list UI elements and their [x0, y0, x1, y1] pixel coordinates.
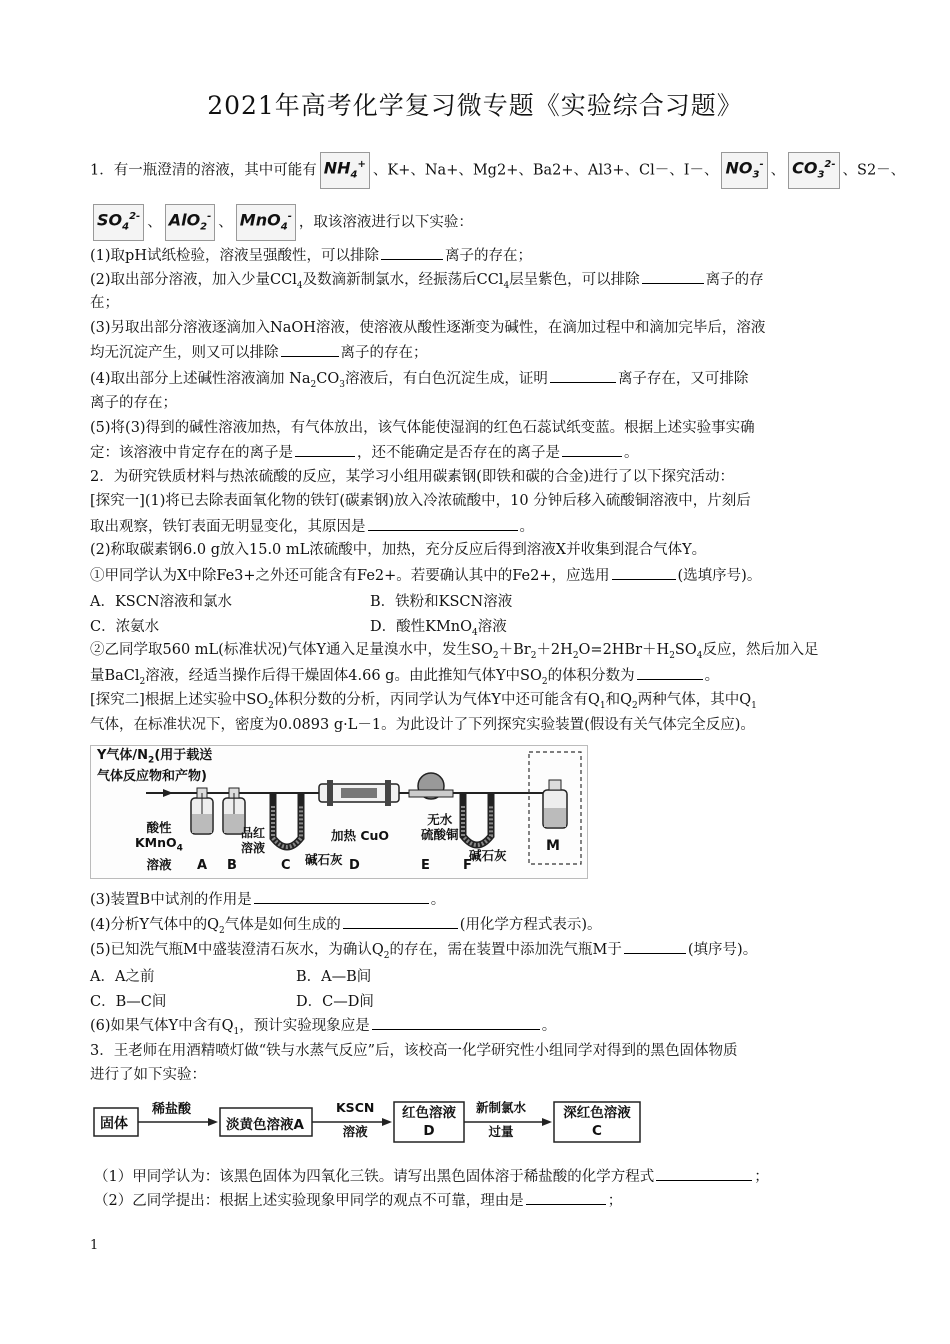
- q1-stem-line1: 1．有一瓶澄清的溶液，其中可能有 $NH_4^+$ 、K+、Na+、Mg2+、Ba2+、Al3+、Cl－、I－、 $NO_3^-$ 、 $CO_3^{2-}$ 、S2－、: [90, 152, 905, 189]
- answer-blank[interactable]: [612, 565, 676, 580]
- answer-blank[interactable]: [368, 516, 518, 531]
- bottle-a: [191, 788, 213, 834]
- arrow-icon: [382, 1118, 392, 1126]
- ion-mno4: MnO$_4$-: [236, 204, 296, 241]
- q2-option2-c: C．B—C间: [90, 994, 167, 1010]
- q2-option-d: D．酸性KMnO$_4$溶液: [370, 619, 507, 638]
- ion-nh4: $NH_4^+$: [320, 152, 370, 189]
- flow-diagram: [90, 1092, 645, 1152]
- label-m: M: [546, 838, 560, 854]
- q1-stem-end: ，取该溶液进行以下实验：: [298, 214, 473, 231]
- answer-blank[interactable]: [372, 1015, 540, 1030]
- q2-part4: (4)分析Y气体中的$Q_2$气体是如何生成的 (用化学方程式表示)。: [90, 914, 602, 941]
- q1-part5-cont: 定：该溶液中肯定存在的离子是 ，还不能确定是否存在的离子是 。: [90, 442, 639, 463]
- answer-blank[interactable]: [656, 1166, 752, 1181]
- page-title: 2021年高考化学复习微专题《实验综合习题》: [207, 91, 743, 120]
- answer-blank[interactable]: [295, 442, 355, 457]
- label-acid-kmno4: 酸性 KMnO$_4$ 溶液: [135, 820, 183, 872]
- label-a: A: [197, 858, 208, 873]
- answer-blank[interactable]: [343, 914, 458, 929]
- box-solution-a-label: 淡黄色溶液A: [226, 1117, 304, 1133]
- q3-stem-cont: 进行了如下实验：: [90, 1067, 206, 1083]
- q3-stem: 3．王老师在用酒精喷灯做“铁与水蒸气反应”后，该校高一化学研究性小组同学对得到的黑色固体物质: [90, 1043, 738, 1059]
- q1-part4: (4)取出部分上述碱性溶液滴加 $Na_2CO_3$溶液后，有白色沉淀生成，证明 离子存在，又可排除: [90, 368, 748, 395]
- ion-so4: $SO_4^{2-}$: [93, 204, 144, 241]
- answer-blank[interactable]: [642, 269, 704, 284]
- bottle-m: [543, 780, 567, 828]
- answer-blank[interactable]: [637, 665, 703, 680]
- q2-step4: ②乙同学取560 mL(标准状况)气体Y通入足量溴水中，发生$SO_2+Br_2+2H_2O=2HBr+H_2SO_4$反应，然后加入足: [90, 642, 819, 661]
- answer-blank[interactable]: [624, 939, 686, 954]
- ion-co3: $CO_3^{2-}$: [788, 152, 839, 189]
- label-d: D: [349, 858, 360, 873]
- q1-part2: (2)取出部分溶液，加入少量CCl$_4$及数滴新制氯水，经振荡后CCl$_4$层呈紫色，可以排除 离子的存: [90, 269, 764, 296]
- q1-part5: (5)将(3)得到的碱性溶液加热，有气体放出，该气体能使湿润的红色石蕊试纸变蓝。根据上述实验事实确: [90, 420, 755, 436]
- q2-explore2-cont: 气体，在标准状况下，密度为0.0893 g·L－1。为此设计了下列探究实验装置(假设有关气体完全反应)。: [90, 717, 755, 733]
- q2-explore1: [探究一](1)将已去除表面氧化物的铁钉(碳素钢)放入冷浓硫酸中，10 分钟后移入硫酸铜溶液中，片刻后: [90, 493, 751, 509]
- answer-blank[interactable]: [562, 442, 622, 457]
- q1-stem-text: 1．有一瓶澄清的溶液，其中可能有: [90, 162, 317, 179]
- q1-part1: (1)取pH试纸检验，溶液呈强酸性，可以排除 离子的存在；: [90, 245, 532, 266]
- label-heat-cuo: 加热 CuO: [331, 828, 390, 843]
- label-f: F: [463, 858, 472, 873]
- ion-alo2: AlO$_2$-: [165, 204, 216, 241]
- label-e: E: [421, 858, 430, 873]
- q2-part3: (3)装置B中试剂的作用是 。: [90, 889, 445, 910]
- q1-ions-text-2: 、S2－、: [842, 162, 906, 179]
- arrow-icon: [542, 1118, 552, 1126]
- box-solid-label: 固体: [100, 1116, 128, 1132]
- q2-step2: (2)称取碳素钢6.0 g放入15.0 mL浓硫酸中，加热，充分反应后得到溶液X并收集到混合气体Y。: [90, 542, 707, 558]
- arrow1-label: 稀盐酸: [152, 1102, 192, 1117]
- q2-part6: (6)如果气体Y中含有$Q_1$，预计实验现象应是 。: [90, 1015, 556, 1042]
- arrow-icon: [163, 789, 173, 797]
- u-tube-f: [463, 793, 491, 845]
- ion-no3: $NO_3^-$: [721, 152, 767, 189]
- q2-stem: 2．为研究铁质材料与热浓硫酸的反应，某学习小组用碳素钢(即铁和碳的合金)进行了以下探究活动：: [90, 469, 735, 485]
- answer-blank[interactable]: [281, 342, 339, 357]
- answer-blank[interactable]: [526, 1190, 606, 1205]
- q1-part4-cont: 离子的存在；: [90, 395, 177, 411]
- q2-option-b: B．铁粉和KSCN溶液: [370, 594, 513, 610]
- fig1-header: Y气体$/N_2$(用于载送 气体反应物和产物): [97, 748, 213, 784]
- label-anhydrous-cuso4: 无水 硫酸铜: [421, 812, 459, 842]
- label-c: C: [281, 858, 291, 873]
- q1-ions-text: 、K+、Na+、Mg2+、Ba2+、Al3+、Cl－、I－、: [372, 162, 719, 179]
- q2-explore1-cont: 取出观察，铁钉表面无明显变化，其原因是 。: [90, 516, 534, 537]
- label-soda-lime-c: 碱石灰: [305, 852, 343, 867]
- q2-step4-cont: 量BaCl$_2$溶液，经适当操作后得干燥固体4.66 g。由此推知气体Y中$SO_2$的体积分数为 。: [90, 665, 719, 692]
- apparatus-diagram: [90, 745, 588, 879]
- label-soda-lime-f: 碱石灰: [469, 848, 507, 863]
- label-b: B: [227, 858, 237, 873]
- q3-part1: （1）甲同学认为：该黑色固体为四氧化三铁。请写出黑色固体溶于稀盐酸的化学方程式 ；: [94, 1166, 769, 1187]
- q2-part5: (5)已知洗气瓶M中盛装澄清石灰水，为确认$Q_2$的存在，需在装置中添加洗气瓶M于 (填序号)。: [90, 939, 757, 966]
- answer-blank[interactable]: [381, 245, 443, 260]
- q2-option2-d: D．C—D间: [296, 994, 374, 1010]
- arrow3-label: 新制氯水 过量: [476, 1100, 527, 1139]
- q1-part2-cont: 在；: [90, 295, 119, 311]
- answer-blank[interactable]: [550, 368, 616, 383]
- u-tube-c: [273, 793, 301, 847]
- label-pinhong: 品红 溶液: [241, 826, 266, 855]
- box-solution-d-label: 红色溶液 D: [402, 1105, 456, 1139]
- q1-stem-line2: $SO_4^{2-}$ 、 AlO$_2$- 、 MnO$_4$- ，取该溶液进行以下实验：: [90, 204, 473, 241]
- q1-part3-cont: 均无沉淀产生，则又可以排除 离子的存在；: [90, 342, 428, 363]
- q2-option2-a: A．A之前: [90, 969, 155, 985]
- arrow2-label: KSCN 溶液: [336, 1100, 375, 1139]
- q2-step3: ①甲同学认为X中除Fe3+之外还可能含有Fe2+。若要确认其中的Fe2+，应选用 (选填序号)。: [90, 565, 761, 586]
- box-solution-c-label: 深红色溶液 C: [563, 1105, 631, 1139]
- q2-explore2: [探究二]根据上述实验中$SO_2$体积分数的分析，丙同学认为气体Y中还可能含有$Q_1$和$Q_2$两种气体，其中$Q_1$: [90, 692, 757, 711]
- page-number: 1: [90, 1238, 99, 1253]
- answer-blank[interactable]: [254, 889, 429, 904]
- q3-part2: （2）乙同学提出：根据上述实验现象甲同学的观点不可靠，理由是 ；: [94, 1190, 622, 1211]
- q2-option-c: C．浓氨水: [90, 619, 160, 635]
- q1-part3: (3)另取出部分溶液逐滴加入NaOH溶液，使溶液从酸性逐渐变为碱性，在滴加过程中和滴加完毕后，溶液: [90, 320, 766, 336]
- arrow-icon: [208, 1118, 218, 1126]
- q2-option2-b: B．A—B间: [296, 969, 372, 985]
- q2-option-a: A．KSCN溶液和氯水: [90, 594, 233, 610]
